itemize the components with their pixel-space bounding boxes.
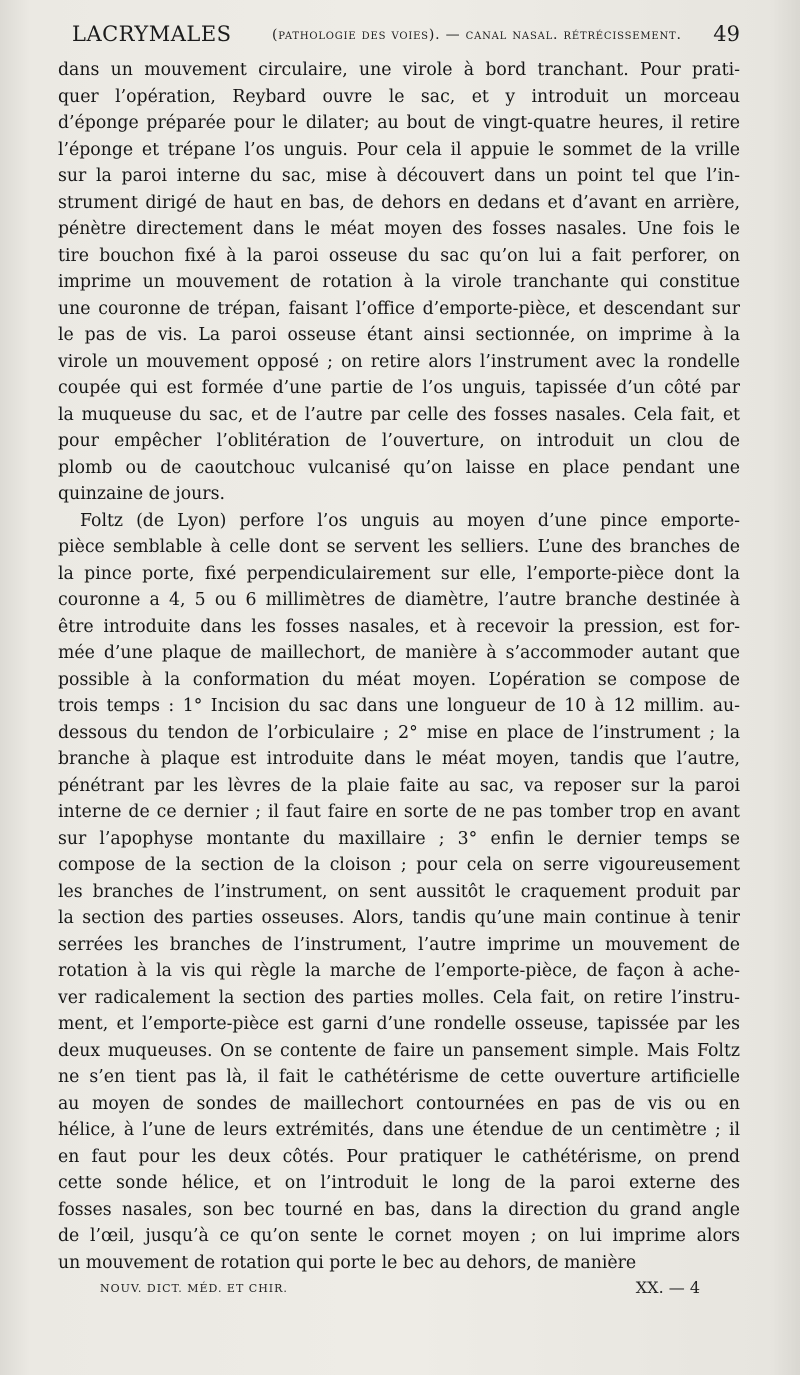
body-text [58, 57, 740, 1276]
running-title: LACRYMALES [72, 22, 232, 46]
text-line: strument dirigé de haut en bas, de dehors en dedans et d’avant en arrière, [58, 192, 740, 213]
text-line: au moyen de sondes de maillechort contournées en pas de vis ou en [58, 1093, 740, 1114]
text-line: en faut pour les deux côtés. Pour pratiquer le cathétérisme, on prend [58, 1146, 740, 1167]
text-line: trois temps : 1° Incision du sac dans une longueur de 10 à 12 millim. au- [58, 696, 740, 716]
text-line: ment, et l’emporte-pièce est garni d’une rondelle osseuse, tapissée par les [58, 1014, 740, 1034]
text-line: plomb ou de caoutchouc vulcanisé qu’on laisse en place pendant une [58, 457, 740, 478]
text-line: la section des parties osseuses. Alors, tandis qu’une main continue à tenir [58, 908, 740, 928]
text-line: fosses nasales, son bec tourné en bas, dans la direction du grand angle [58, 1199, 740, 1220]
text-line: coupée qui est formée d’une partie de l’os unguis, tapissée d’un côté par [58, 378, 740, 398]
text-line: d’éponge préparée pour le dilater; au bout de vingt-quatre heures, il retire [58, 113, 740, 133]
text-line: quer l’opération, Reybard ouvre le sac, et y introduit un morceau [58, 86, 740, 107]
text-line: compose de la section de la cloison ; pour cela on serre vigoureusement [58, 855, 740, 875]
text-line: imprime un mouvement de rotation à la virole tranchante qui constitue [58, 272, 740, 292]
text-line: l’éponge et trépane l’os unguis. Pour cela il appuie le sommet de la vrille [58, 139, 740, 160]
text-line: dessous du tendon de l’orbiculaire ; 2° mise en place de l’instrument ; la [58, 722, 740, 743]
text-line: les branches de l’instrument, on sent aussitôt le craquement produit par [58, 881, 740, 902]
text-line: serrées les branches de l’instrument, l’autre imprime un mouvement de [58, 934, 740, 955]
text-line: de l’œil, jusqu’à ce qu’on sente le cornet moyen ; on lui imprime alors [58, 1226, 740, 1246]
text-line: ne s’en tient pas là, il fait le cathétérisme de cette ouverture artificielle [58, 1067, 740, 1087]
text-line: le pas de vis. La paroi osseuse étant ainsi sectionnée, on imprime à la [58, 325, 740, 345]
text-line: sur la paroi interne du sac, mise à découvert dans un point tel que l’in- [58, 166, 740, 186]
footer-signature: NOUV. DICT. MÉD. ET CHIR. [100, 1282, 288, 1295]
text-line: virole un mouvement opposé ; on retire alors l’instrument avec la rondelle [58, 351, 740, 372]
text-line: interne de ce dernier ; il faut faire en sorte de ne pas tomber trop en avant [58, 802, 740, 822]
text-line: mée d’une plaque de maillechort, de manière à s’accommoder autant que [58, 643, 740, 663]
text-line: couronne a 4, 5 ou 6 millimètres de diamètre, l’autre branche destinée à [58, 590, 740, 610]
paragraph-1 [58, 57, 740, 508]
text-line: une couronne de trépan, faisant l’office d’emporte-pièce, et descendant sur [58, 298, 740, 319]
text-line: pénètre directement dans le méat moyen des fosses nasales. Une fois le [58, 219, 740, 239]
paragraph-2 [58, 508, 740, 1277]
text-line: deux muqueuses. On se contente de faire un pansement simple. Mais Foltz [58, 1040, 740, 1061]
page-number: 49 [713, 22, 740, 46]
text-line: pièce semblable à celle dont se servent les selliers. L’une des branches de [58, 537, 740, 557]
text-line: tire bouchon fixé à la paroi osseuse du sac qu’on lui a fait perforer, on [58, 245, 740, 266]
text-line: être introduite dans les fosses nasales, et à recevoir la pression, est for- [58, 616, 740, 637]
text-line: sur l’apophyse montante du maxillaire ; 3° enfin le dernier temps se [58, 828, 740, 849]
text-line: possible à la conformation du méat moyen. L’opération se compose de [58, 669, 740, 690]
text-line: rotation à la vis qui règle la marche de l’emporte-pièce, de façon à ache- [58, 961, 740, 981]
text-line: hélice, à l’une de leurs extrémités, dans une étendue de un centimètre ; il [58, 1120, 740, 1140]
text-line: pour empêcher l’oblitération de l’ouverture, on introduit un clou de [58, 431, 740, 451]
text-line: la pince porte, fixé perpendiculairement sur elle, l’emporte-pièce dont la [58, 563, 740, 584]
text-line: un mouvement de rotation qui porte le bec au dehors, de manière [58, 1252, 637, 1273]
text-line: branche à plaque est introduite dans le méat moyen, tandis que l’autre, [58, 749, 740, 769]
running-header [72, 22, 740, 52]
running-subtitle: (pathologie des voies). — canal nasal. rétrécissement. [272, 27, 682, 43]
text-line: dans un mouvement circulaire, une virole à bord tranchant. Pour prati- [58, 60, 740, 80]
text-line: pénétrant par les lèvres de la plaie faite au sac, va reposer sur la paroi [58, 775, 740, 796]
text-line: Foltz (de Lyon) perfore l’os unguis au moyen d’une pince emporte- [80, 510, 740, 531]
page-footer [100, 1278, 700, 1302]
text-line: ver radicalement la section des parties molles. Cela fait, on retire l’instru- [58, 987, 740, 1008]
text-line: cette sonde hélice, et on l’introduit le long de la paroi externe des [58, 1173, 740, 1193]
footer-volume-sheet: XX. — 4 [635, 1278, 700, 1297]
text-line: la muqueuse du sac, et de l’autre par celle des fosses nasales. Cela fait, et [58, 404, 740, 425]
text-line: quinzaine de jours. [58, 484, 225, 504]
